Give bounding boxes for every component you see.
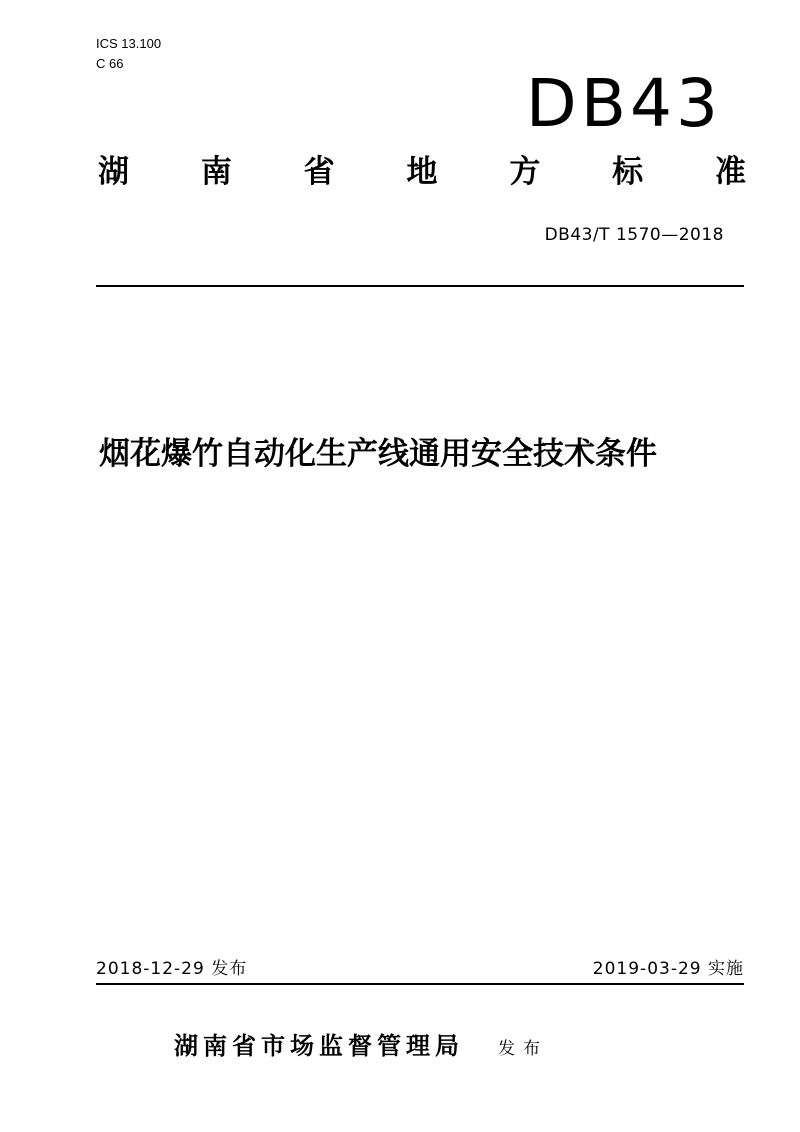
standard-type-char: 地 xyxy=(406,154,438,190)
standard-type-name xyxy=(98,152,746,192)
bottom-divider xyxy=(96,983,744,985)
issuer-row xyxy=(174,1030,548,1062)
ics-code: ICS 13.100 xyxy=(96,36,162,51)
standard-type-char: 湖 xyxy=(98,154,129,190)
standard-type-char: 省 xyxy=(303,154,335,190)
document-title: 烟花爆竹自动化生产线通用安全技术条件 xyxy=(99,436,657,472)
publish-date: 2018-12-29 发布 xyxy=(96,959,248,979)
standard-type-char: 准 xyxy=(714,154,746,190)
ccs-code: C 66 xyxy=(96,56,124,71)
standard-type-char: 南 xyxy=(200,154,232,190)
issuer-name: 湖南省市场监督管理局 xyxy=(174,1032,464,1060)
standard-type-char: 方 xyxy=(509,154,541,190)
standard-type-char: 标 xyxy=(612,154,644,190)
standard-code: DB43 xyxy=(525,65,722,142)
standard-number: DB43/T 1570—2018 xyxy=(544,225,724,245)
issue-label: 发布 xyxy=(498,1039,548,1059)
implement-date: 2019-03-29 实施 xyxy=(592,959,744,979)
top-divider xyxy=(96,285,744,287)
